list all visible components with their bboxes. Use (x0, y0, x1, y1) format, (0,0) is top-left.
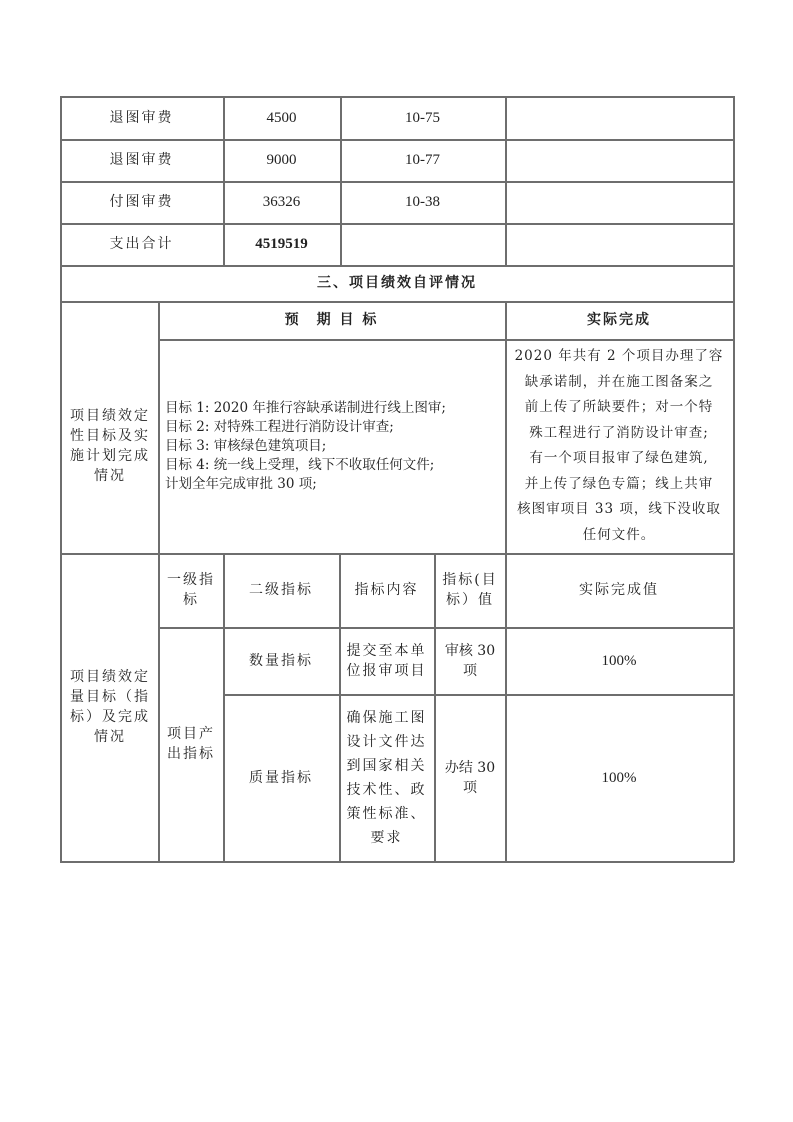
table-border-bottom (60, 861, 734, 863)
goal-line: 目标 4: 统一线上受理，线下不收取任何文件; (165, 456, 435, 473)
total-amount: 4519519 (255, 236, 308, 252)
expense-note (505, 96, 733, 139)
goal-line: 目标 3: 审核绿色建筑项目; (165, 437, 327, 454)
expense-voucher: 10-75 (405, 109, 440, 126)
section-title: 三、项目绩效自评情况 (317, 275, 477, 291)
actual-header: 实际完成 (587, 312, 651, 328)
table-border-right (733, 96, 735, 862)
actual-line: 2020 年共有 2 个项目办理了容 (514, 348, 724, 364)
col-divider (434, 553, 436, 861)
actual-line: 有一个项目报审了绿色建筑, (529, 450, 709, 466)
expense-amount: 9000 (266, 152, 297, 168)
actual-quantity: 100% (601, 652, 637, 669)
quantitative-row-label: 项目绩效定量目标（指标）及完成情况 (70, 669, 150, 745)
content-quantity: 提交至本单位报审项目 (346, 642, 427, 679)
expense-note (505, 181, 733, 223)
level2-quantity: 数量指标 (249, 652, 313, 669)
header-actual: 实际完成值 (579, 582, 659, 598)
expense-voucher: 10-77 (405, 152, 440, 168)
expense-note (505, 139, 733, 181)
header-level2: 二级指标 (249, 582, 313, 598)
expected-header: 预 期 目 标 (284, 312, 379, 328)
actual-line: 并上传了绿色专篇；线上共审 (524, 475, 714, 492)
header-content: 指标内容 (354, 582, 419, 598)
level1-value: 项目产出指标 (167, 726, 215, 762)
expense-voucher: 10-38 (405, 194, 440, 210)
header-target: 指标(目标）值 (442, 572, 498, 608)
total-label: 支出合计 (109, 236, 174, 252)
qualitative-row-label: 项目绩效定性目标及实施计划完成情况 (70, 408, 150, 484)
actual-completion (505, 339, 733, 553)
expected-goals (158, 339, 505, 553)
expense-amount: 36326 (262, 194, 301, 210)
expense-item: 退图审费 (109, 109, 174, 126)
target-quality: 办结 30 项 (444, 759, 496, 796)
actual-line: 缺承诺制，并在施工图备案之 (524, 373, 714, 390)
target-quantity: 审核 30 项 (444, 642, 496, 679)
expense-item: 付图审费 (109, 194, 174, 210)
expense-amount: 4500 (266, 109, 297, 126)
content-quality: 确保施工图设计文件达到国家相关技术性、政策性标准、要求 (346, 709, 427, 846)
header-level1: 一级指标 (167, 572, 215, 608)
goal-line: 目标 2: 对特殊工程进行消防设计审查; (165, 418, 394, 435)
expense-item: 退图审费 (109, 152, 174, 168)
actual-line: 前上传了所缺要件；对一个特 (524, 399, 714, 415)
level2-quality: 质量指标 (249, 769, 313, 786)
actual-line: 核图审项目 33 项，线下没收取 (517, 501, 721, 517)
actual-line: 任何文件。 (582, 526, 656, 543)
actual-line: 殊工程进行了消防设计审查; (529, 424, 709, 441)
goal-line: 目标 1: 2020 年推行容缺承诺制进行线上图审; (165, 399, 446, 416)
goal-line: 计划全年完成审批 30 项; (165, 475, 317, 492)
actual-quality: 100% (601, 769, 637, 786)
